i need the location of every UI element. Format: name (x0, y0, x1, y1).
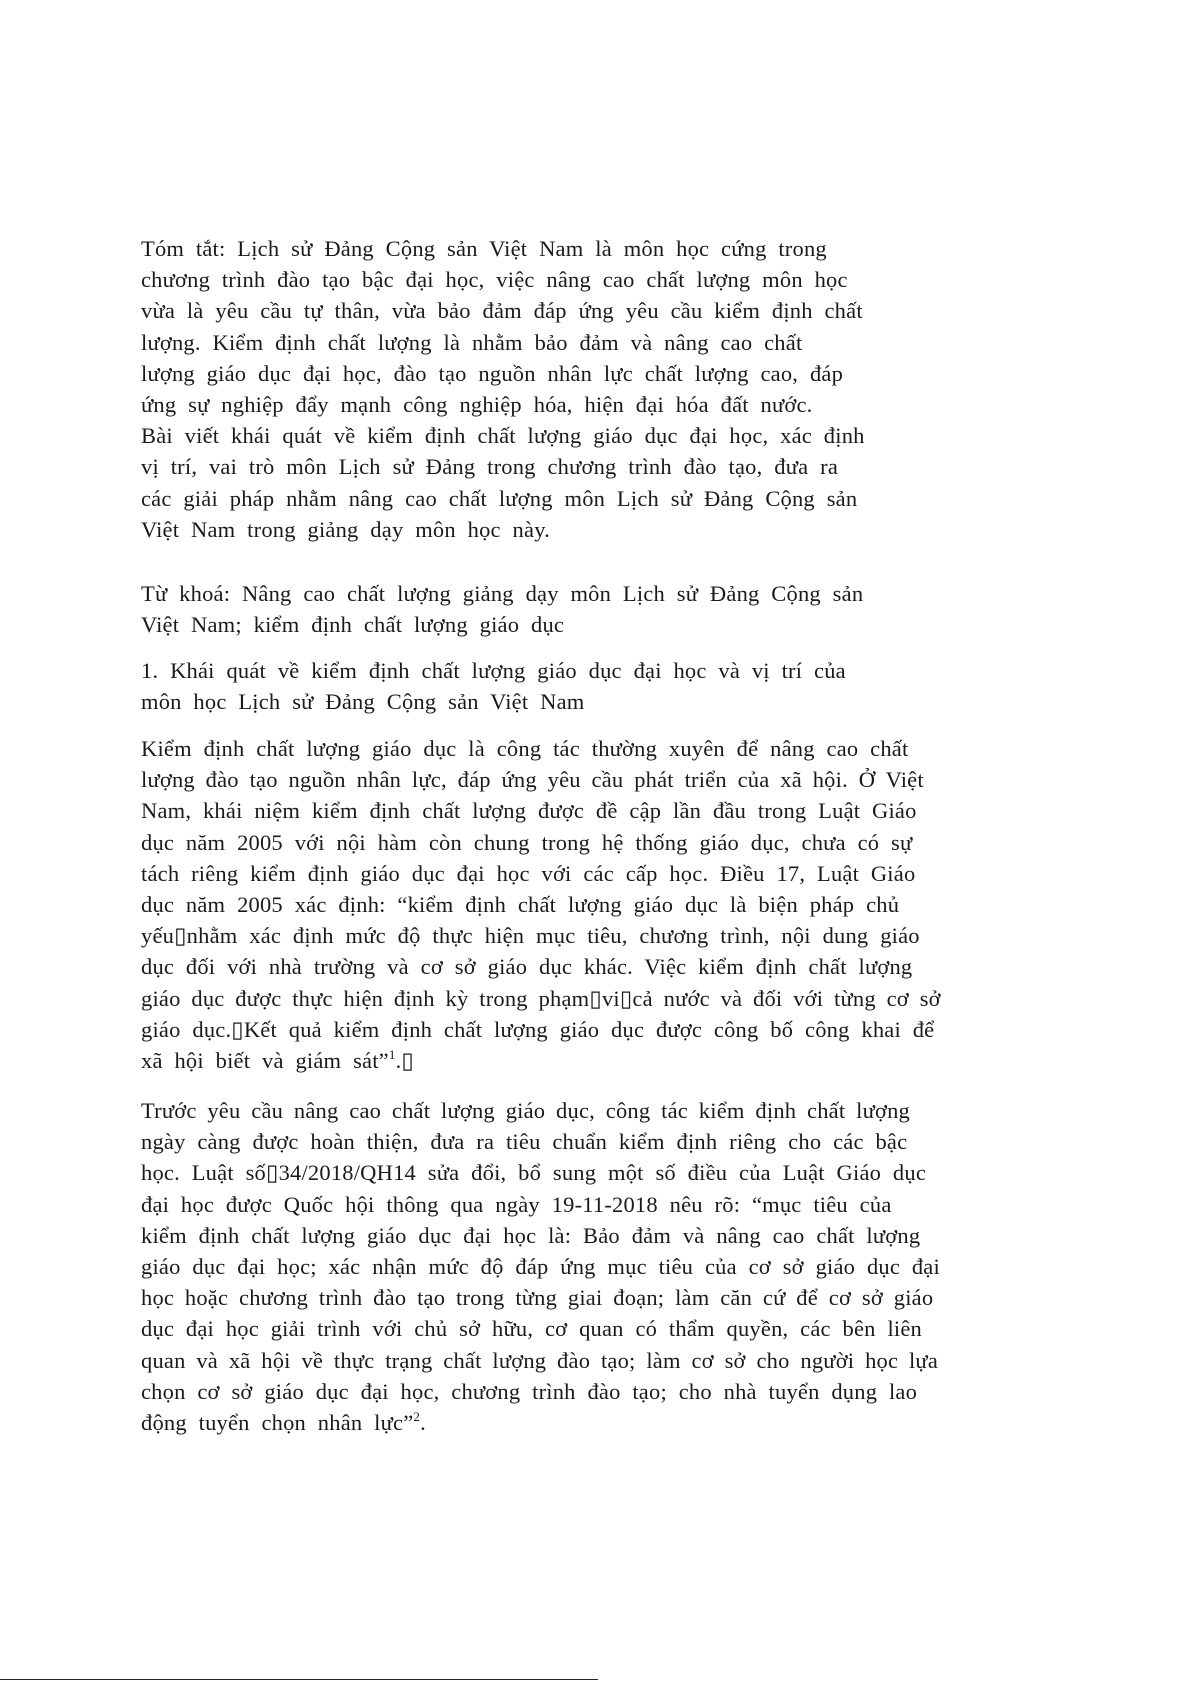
paragraph-line: chọn cơ sở giáo dục đại học, chương trình đào tạo; cho nhà tuyển dụng lao (141, 1378, 918, 1404)
abstract (141, 233, 865, 545)
paragraph-line: kiểm định chất lượng giáo dục đại học là: Bảo đảm và nâng cao chất lượng (141, 1222, 921, 1248)
paragraph-line: ngày càng được hoàn thiện, đưa ra tiêu chuẩn kiểm định riêng cho các bậc (141, 1129, 908, 1155)
paragraph-line: yếu▯nhằm xác định mức độ thực hiện mục tiêu, chương trình, nội dung giáo (141, 923, 920, 949)
paragraph-line: giáo dục.▯Kết quả kiểm định chất lượng giáo dục được công bố công khai để (141, 1016, 935, 1042)
abstract-line: Việt Nam trong giảng dạy môn học này. (141, 516, 551, 542)
abstract-line: chương trình đào tạo bậc đại học, việc nâng cao chất lượng môn học (141, 267, 848, 293)
footnote-ref-1[interactable]: 1 (388, 1046, 396, 1062)
paragraph-line (141, 1407, 940, 1438)
paragraph-line: học. Luật số▯34/2018/QH14 sửa đổi, bổ sung một số điều của Luật Giáo dục (141, 1160, 926, 1186)
abstract-line: vừa là yêu cầu tự thân, vừa bảo đảm đáp ứng yêu cầu kiểm định chất (141, 298, 863, 324)
abstract-line: vị trí, vai trò môn Lịch sử Đảng trong chương trình đào tạo, đưa ra (141, 454, 839, 480)
paragraph-line (141, 1045, 941, 1076)
paragraph-line: giáo dục được thực hiện định kỳ trong phạm▯vi▯cả nước và đối với từng cơ sở (141, 985, 941, 1011)
paragraph-line: đại học được Quốc hội thông qua ngày 19-11-2018 nêu rõ: “mục tiêu của (141, 1191, 892, 1217)
paragraph-line: lượng đào tạo nguồn nhân lực, đáp ứng yêu cầu phát triển của xã hội. Ở Việt (141, 767, 924, 793)
abstract-line: lượng. Kiểm định chất lượng là nhằm bảo đảm và nâng cao chất (141, 329, 803, 355)
paragraph-last-text: động tuyển chọn nhân lực” (141, 1409, 414, 1435)
keywords (141, 578, 863, 640)
paragraph-line: dục đối với nhà trường và cơ sở giáo dục khác. Việc kiểm định chất lượng (141, 954, 913, 980)
paragraph-2 (141, 1095, 940, 1438)
paragraph-1 (141, 733, 941, 1076)
footnote-separator (0, 1679, 598, 1680)
paragraph-line: dục năm 2005 với nội hàm còn chung trong hệ thống giáo dục, chưa có sự (141, 829, 913, 855)
paragraph-line: dục đại học giải trình với chủ sở hữu, cơ quan có thẩm quyền, các bên liên (141, 1316, 922, 1342)
paragraph-line: dục năm 2005 xác định: “kiểm định chất lượng giáo dục là biện pháp chủ (141, 891, 900, 917)
paragraph-line: Nam, khái niệm kiểm định chất lượng được đề cập lần đầu trong Luật Giáo (141, 798, 917, 824)
paragraph-line: Trước yêu cầu nâng cao chất lượng giáo dục, công tác kiểm định chất lượng (141, 1098, 910, 1123)
paragraph-line: tách riêng kiểm định giáo dục đại học với các cấp học. Điều 17, Luật Giáo (141, 860, 916, 886)
paragraph-line: Kiểm định chất lượng giáo dục là công tác thường xuyên để nâng cao chất (141, 736, 909, 761)
section-heading-line: 1. Khái quát về kiểm định chất lượng giáo dục đại học và vị trí của (141, 658, 846, 683)
paragraph-line: giáo dục đại học; xác nhận mức độ đáp ứng mục tiêu của cơ sở giáo dục đại (141, 1253, 940, 1279)
paragraph-last-tail: . (420, 1409, 426, 1435)
paragraph-last-text: xã hội biết và giám sát” (141, 1047, 389, 1073)
keywords-line: Từ khoá: Nâng cao chất lượng giảng dạy môn Lịch sử Đảng Cộng sản (141, 581, 864, 606)
abstract-line: ứng sự nghiệp đẩy mạnh công nghiệp hóa, hiện đại hóa đất nước. (141, 391, 813, 417)
footnote-ref-2[interactable]: 2 (413, 1408, 421, 1424)
paragraph-line: quan và xã hội về thực trạng chất lượng đào tạo; làm cơ sở cho người học lựa (141, 1347, 939, 1373)
section-heading (141, 655, 846, 717)
paragraph-last-tail: .▯ (395, 1047, 414, 1073)
paragraph-line: học hoặc chương trình đào tạo trong từng giai đoạn; làm căn cứ để cơ sở giáo (141, 1285, 934, 1311)
section-heading-line: môn học Lịch sử Đảng Cộng sản Việt Nam (141, 689, 585, 715)
abstract-line: Bài viết khái quát về kiểm định chất lượng giáo dục đại học, xác định (141, 423, 865, 449)
abstract-line: Tóm tắt: Lịch sử Đảng Cộng sản Việt Nam là môn học cứng trong (141, 236, 827, 261)
keywords-line: Việt Nam; kiểm định chất lượng giáo dục (141, 612, 565, 638)
abstract-line: các giải pháp nhằm nâng cao chất lượng môn Lịch sử Đảng Cộng sản (141, 485, 858, 511)
abstract-line: lượng giáo dục đại học, đào tạo nguồn nhân lực chất lượng cao, đáp (141, 360, 844, 386)
